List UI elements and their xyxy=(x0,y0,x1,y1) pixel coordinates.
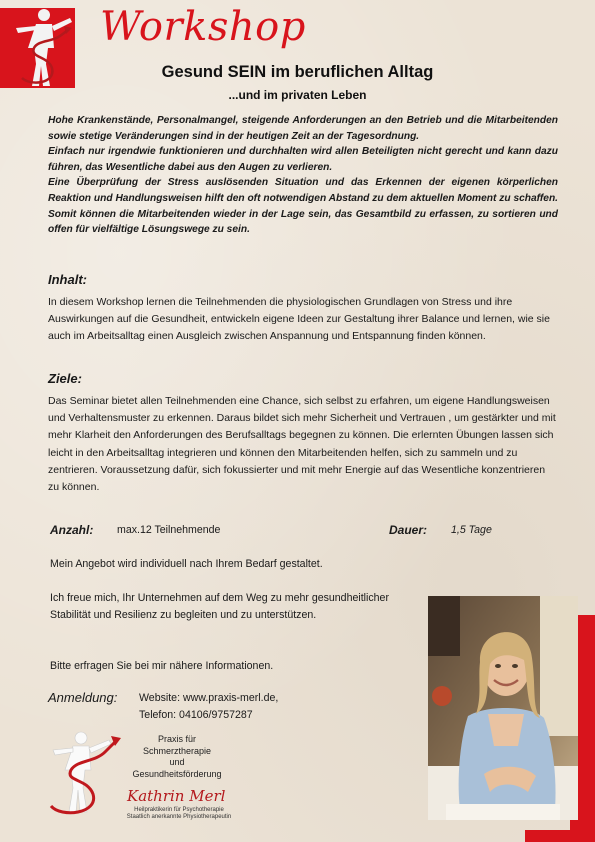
owner-name: Kathrin Merl xyxy=(127,787,226,805)
praxis-line: Gesundheitsförderung xyxy=(132,768,222,779)
workshop-script-title: Workshop xyxy=(100,4,306,50)
tagline-line: Heilpraktikerin für Psychotherapie xyxy=(134,807,224,813)
intro-paragraph: Einfach nur irgendwie funktionieren und durchhalten wird allen Beteiligten nicht gerecht und kann dazu führen, das Wesentliche dabei aus den Augen zu verlieren. xyxy=(48,146,558,173)
praxis-line: Praxis für xyxy=(157,734,196,744)
portrait-photo xyxy=(428,596,578,820)
intro-paragraph: Eine Überprüfung der Stress auslösenden Situation und das Erkennen der eigenen körperlichen Reaktion und Handlungsweisen hilft den oft notwendigen Abstand zu dem aktuellen Moment zu schaffen. Somit können die Mitarbeitenden wieder in der Lage sein, das Gesamtbild zu erfassen, zu sortieren und offen für vielfältige Lösungswege zu sein. xyxy=(48,177,558,236)
erfragen-text: Bitte erfragen Sie bei mir nähere Informationen. xyxy=(50,660,274,672)
figure-with-spiral-logo-icon xyxy=(45,730,125,820)
page-subtitle: ...und im privaten Leben xyxy=(228,88,367,102)
dauer-label: Dauer: xyxy=(389,523,428,537)
angebot-text: Mein Angebot wird individuell nach Ihrem Bedarf gestaltet. xyxy=(50,558,323,570)
website-link[interactable]: Website: www.praxis-merl.de, xyxy=(139,692,279,704)
ziele-text: Das Seminar bietet allen Teilnehmenden eine Chance, sich selbst zu erfahren, um eigene Handlungsweisen und Verhaltensmuster zu erkennen. Daraus bildet sich mehr Sicherheit und Vertrauen , um gestärkter und mit mehr Klarheit den Anforderungen des Berufsalltags begegnen zu können. Die erlernten Übungen lassen sich leicht in den Arbeitsalltag integrieren und können den Mitarbeitenden helfen, sich zu sammeln und zu zentrieren. Voraussetzung dafür, sich fokussierter und mit mehr Energie auf das Wesentliche konzentrieren zu können. xyxy=(48,395,556,494)
praxis-line: Schmerztherapie xyxy=(142,745,212,756)
tagline-line: Staatlich anerkannte Physiotherapeutin xyxy=(126,814,232,821)
praxis-line: und xyxy=(169,757,185,767)
anzahl-label: Anzahl: xyxy=(50,523,94,537)
inhalt-text: In diesem Workshop lernen die Teilnehmenden die physiologischen Grundlagen von Stress und ihre Auswirkungen auf die Gesundheit, entwickeln eigene Ideen zur Gestaltung ihrer Balance und lernen, wie sie auch im Arbeitsalltag einen Ausgleich zwischen Anspannung und Entspannung finden können. xyxy=(48,296,550,343)
praxis-name-block xyxy=(122,734,232,780)
freue-text: Ich freue mich, Ihr Unternehmen auf dem Weg zu mehr gesundheitlicher Stabilität und Resilienz zu begleiten und zu unterstützen. xyxy=(50,592,389,621)
inhalt-heading: Inhalt: xyxy=(48,272,87,287)
ziele-heading: Ziele: xyxy=(48,371,82,386)
red-band-bottom-corner xyxy=(525,830,570,842)
page-title: Gesund SEIN im beruflichen Alltag xyxy=(161,63,434,81)
owner-tagline xyxy=(114,807,244,822)
telefon-text[interactable]: Telefon: 04106/9757287 xyxy=(139,709,253,721)
intro-paragraph: Hohe Krankenstände, Personalmangel, steigende Anforderungen an den Betrieb und die Mitarbeitenden sowie stetige Veränderungen sind in der heutigen Zeit an der Tagesordnung. xyxy=(48,115,558,142)
anmeldung-label: Anmeldung: xyxy=(48,690,118,705)
dauer-value: 1,5 Tage xyxy=(451,524,492,536)
anzahl-value: max.12 Teilnehmende xyxy=(117,524,221,536)
intro-text xyxy=(48,113,558,238)
